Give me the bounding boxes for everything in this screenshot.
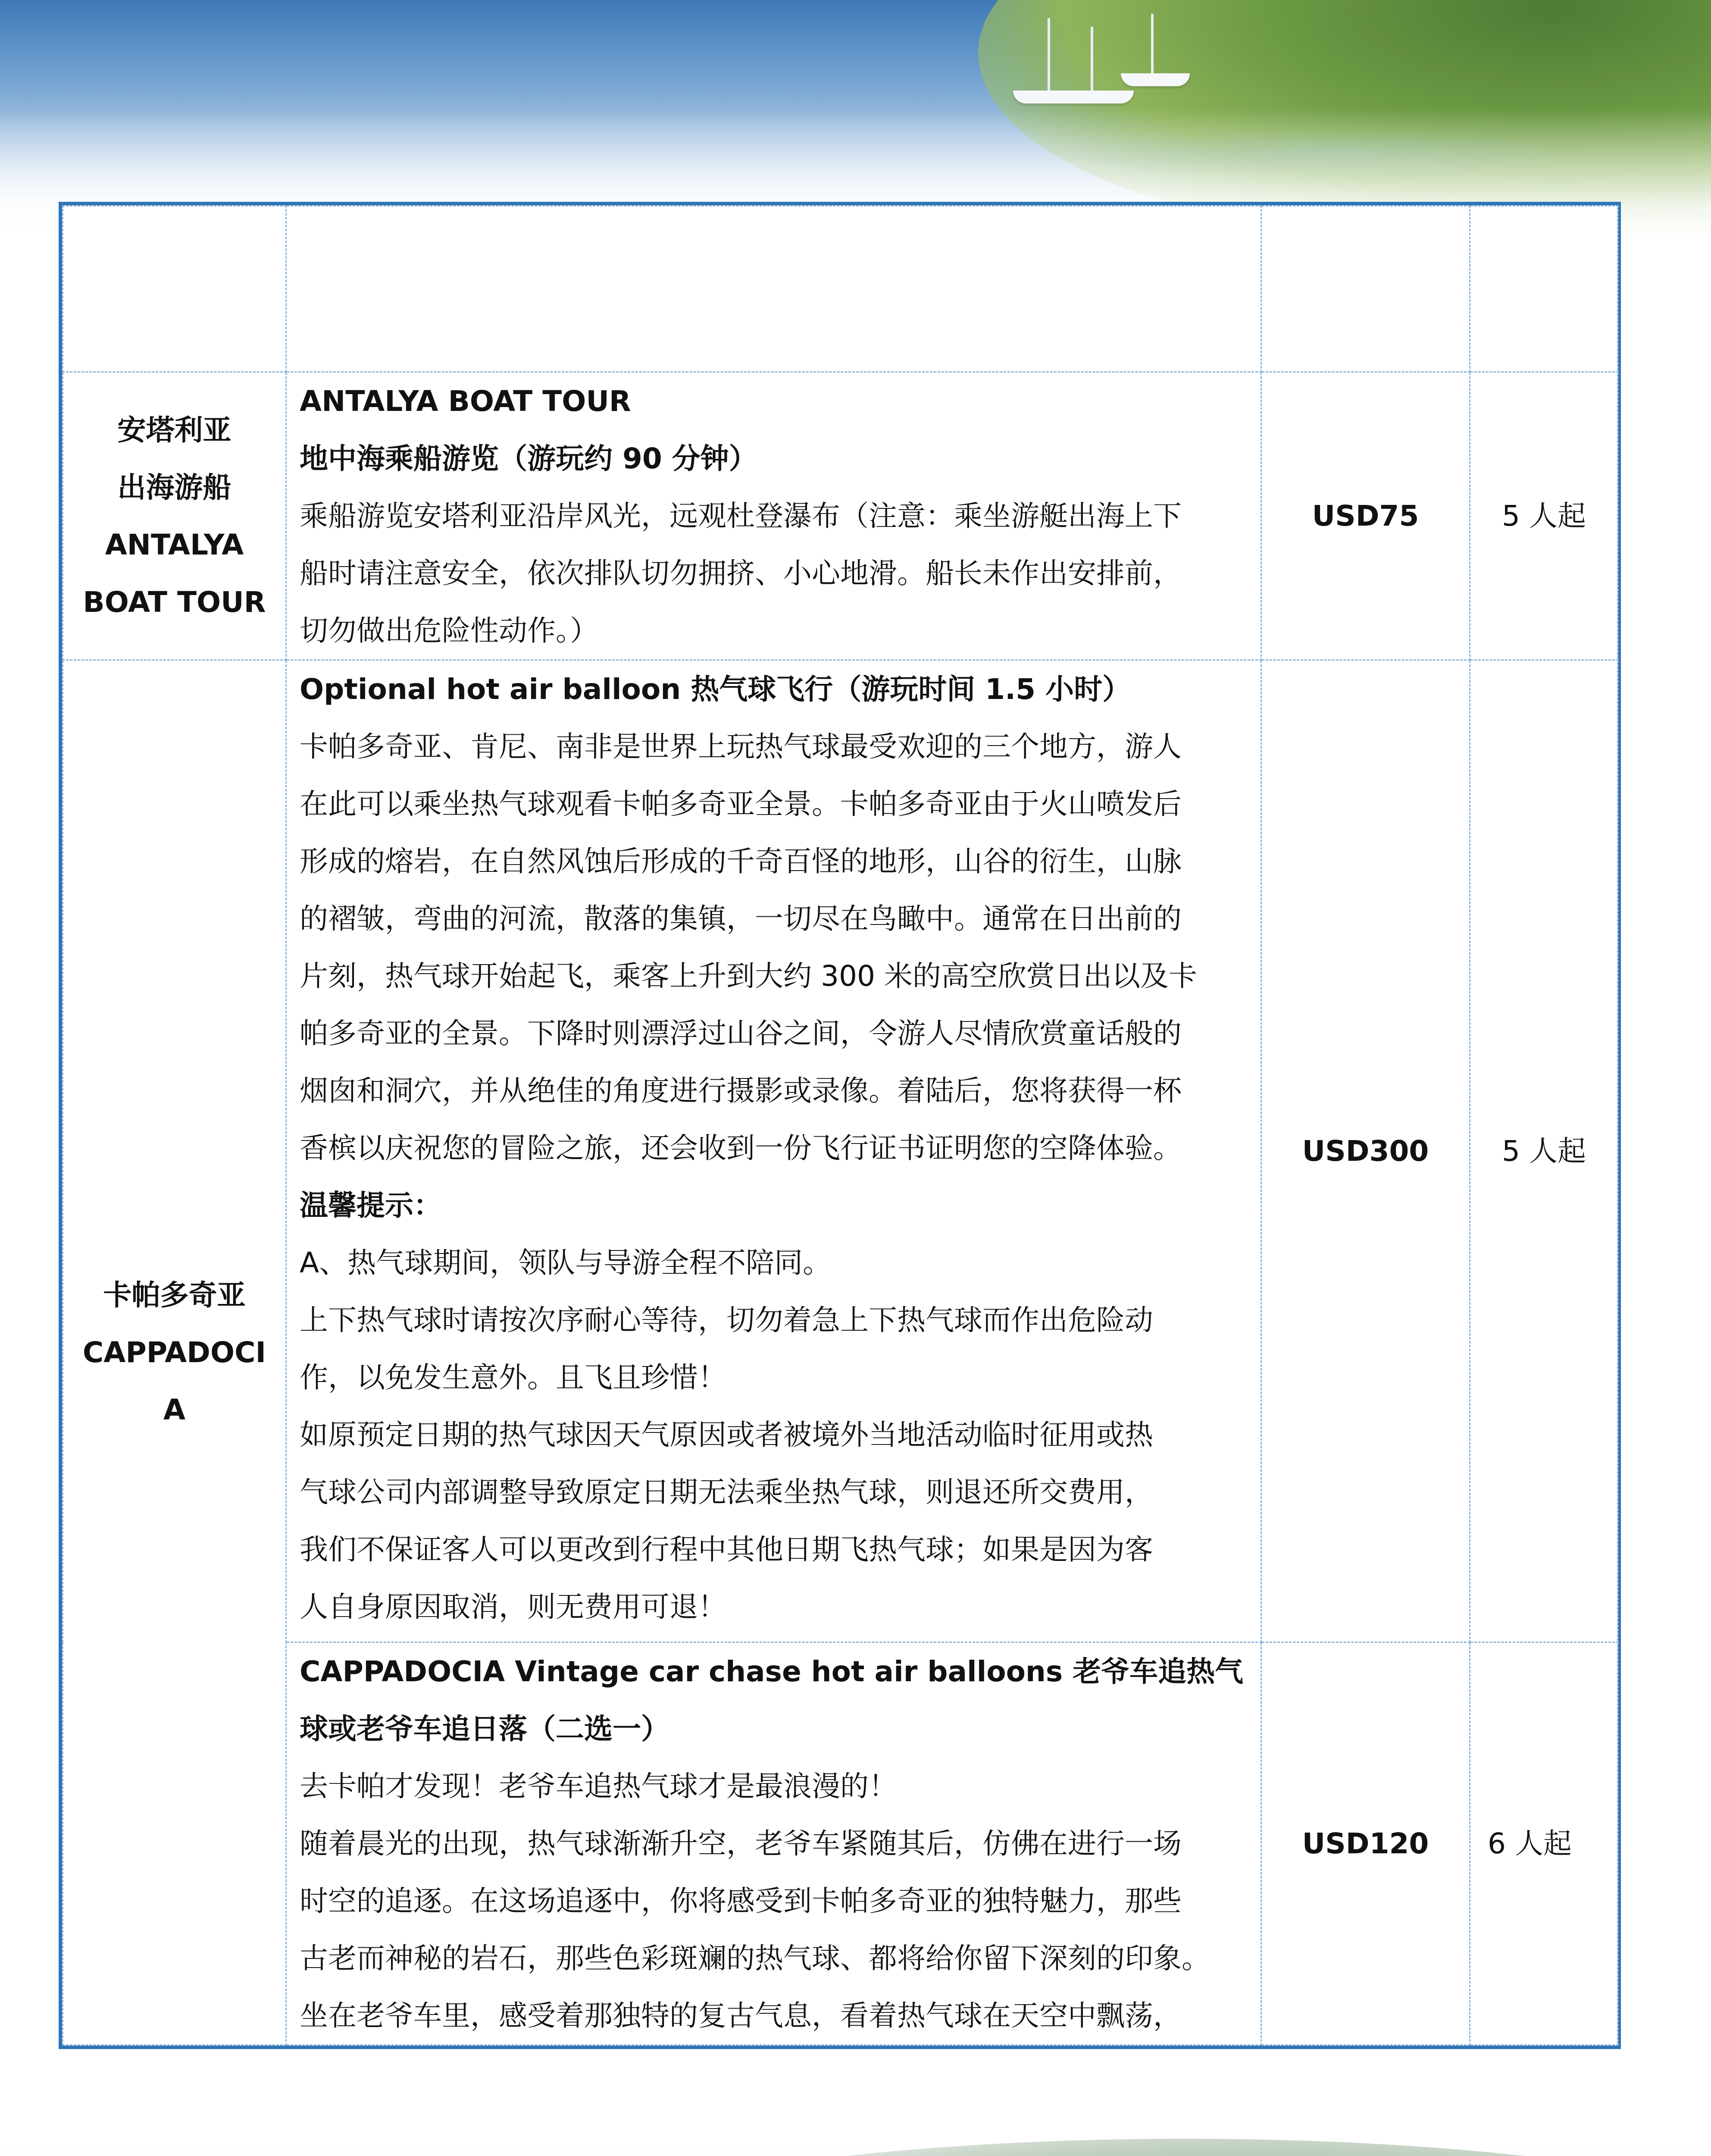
description-line: 帕多奇亚的全景。下降时则漂浮过山谷之间，令游人尽情欣赏童话般的 [300,1017,1182,1050]
description-line: 船时请注意安全，依次排队切勿拥挤、小心地滑。船长未作出安排前， [300,557,1182,590]
tour-name: A [163,1393,186,1426]
sky-background [0,2104,1711,2156]
price: USD75 [1312,499,1419,533]
tour-name-cell [63,372,286,660]
min-people-cell [1470,372,1618,660]
price: USD300 [1302,1134,1429,1168]
min-people: 5 人起 [1502,1134,1586,1168]
min-people: 6 人起 [1488,1827,1572,1860]
tour-subtitle: 球或老爷车追日落（二选一） [300,1712,669,1745]
tip-line: A、热气球期间，领队与导游全程不陪同。 [300,1246,832,1279]
bottom-harbour-photo [0,2104,1711,2156]
min-people-cell [1470,1642,1618,2045]
price-cell [1261,660,1470,1642]
description-line: 时空的追逐。在这场追逐中，你将感受到卡帕多奇亚的独特魅力，那些 [300,1884,1182,1918]
tip-line: 作，以免发生意外。且飞且珍惜！ [300,1361,726,1394]
tip-line: 人自身原因取消，则无费用可退！ [300,1590,726,1623]
tour-name: BOAT TOUR [83,585,266,619]
table-row-cappadocia-balloon [63,660,1618,1642]
tour-name-cell [63,660,286,2045]
description-line: 香槟以庆祝您的冒险之旅，还会收到一份飞行证书证明您的空降体验。 [300,1131,1182,1165]
tour-name: 安塔利亚 [117,413,231,447]
tour-description-cell [286,660,1261,1642]
description-line: 去卡帕才发现！老爷车追热气球才是最浪漫的！ [300,1770,897,1803]
tip-line: 我们不保证客人可以更改到行程中其他日期飞热气球；如果是因为客 [300,1533,1153,1566]
description-line: 片刻，热气球开始起飞，乘客上升到大约 300 米的高空欣赏日出以及卡 [300,959,1197,993]
tour-name: ANTALYA [105,528,244,561]
description-line: 坐在老爷车里，感受着那独特的复古气息，看着热气球在天空中飘荡， [300,1999,1182,2032]
description-line: 的褶皱，弯曲的河流，散落的集镇，一切尽在鸟瞰中。通常在日出前的 [300,902,1182,935]
tip-line: 上下热气球时请按次序耐心等待，切勿着急上下热气球而作出危险动 [300,1304,1153,1337]
min-people: 5 人起 [1502,499,1586,533]
tour-description-cell [286,372,1261,660]
description-line: 乘船游览安塔利亚沿岸风光，远观杜登瀑布（注意：乘坐游艇出海上下 [300,499,1182,533]
tour-name: 出海游船 [117,470,231,504]
price-cell [1261,372,1470,660]
description-line: 在此可以乘坐热气球观看卡帕多奇亚全景。卡帕多奇亚由于火山喷发后 [300,787,1182,821]
tip-line: 气球公司内部调整导致原定日期无法乘坐热气球，则退还所交费用， [300,1476,1153,1509]
table-row-cappadocia-vintage-car [63,1642,1618,2045]
table-cell [1261,206,1470,372]
table-row-antalya [63,372,1618,660]
table-cell [63,206,286,372]
table-cell [1470,206,1618,372]
tour-title: CAPPADOCIA Vintage car chase hot air balloons 老爷车追热气 [300,1655,1244,1688]
tour-title: Optional hot air balloon 热气球飞行（游玩时间 1.5 小时） [300,673,1131,706]
price-cell [1261,1642,1470,2045]
tour-name: 卡帕多奇亚 [103,1279,246,1312]
description-line: 烟囱和洞穴，并从绝佳的角度进行摄影或录像。着陆后，您将获得一杯 [300,1074,1182,1107]
price: USD120 [1302,1827,1429,1860]
tour-description-cell [286,1642,1261,2045]
tour-title: ANTALYA BOAT TOUR [300,385,631,418]
tour-name: CAPPADOCI [82,1336,266,1369]
description-line: 卡帕多奇亚、肯尼、南非是世界上玩热气球最受欢迎的三个地方，游人 [300,730,1182,763]
tour-price-table [59,202,1621,2049]
table-cell [286,206,1261,372]
tour-subtitle: 地中海乘船游览（游玩约 90 分钟） [300,442,757,475]
description-line: 切勿做出危险性动作。） [300,614,598,647]
description-line: 古老而神秘的岩石，那些色彩斑斓的热气球、都将给你留下深刻的印象。 [300,1942,1210,1975]
min-people-cell [1470,660,1618,1642]
table-row-empty [63,206,1618,372]
tip-line: 如原预定日期的热气球因天气原因或者被境外当地活动临时征用或热 [300,1418,1153,1451]
description-line: 随着晨光的出现，热气球渐渐升空，老爷车紧随其后，仿佛在进行一场 [300,1827,1182,1860]
tip-title: 温馨提示： [300,1189,442,1222]
description-line: 形成的熔岩，在自然风蚀后形成的千奇百怪的地形，山谷的衍生，山脉 [300,845,1182,878]
